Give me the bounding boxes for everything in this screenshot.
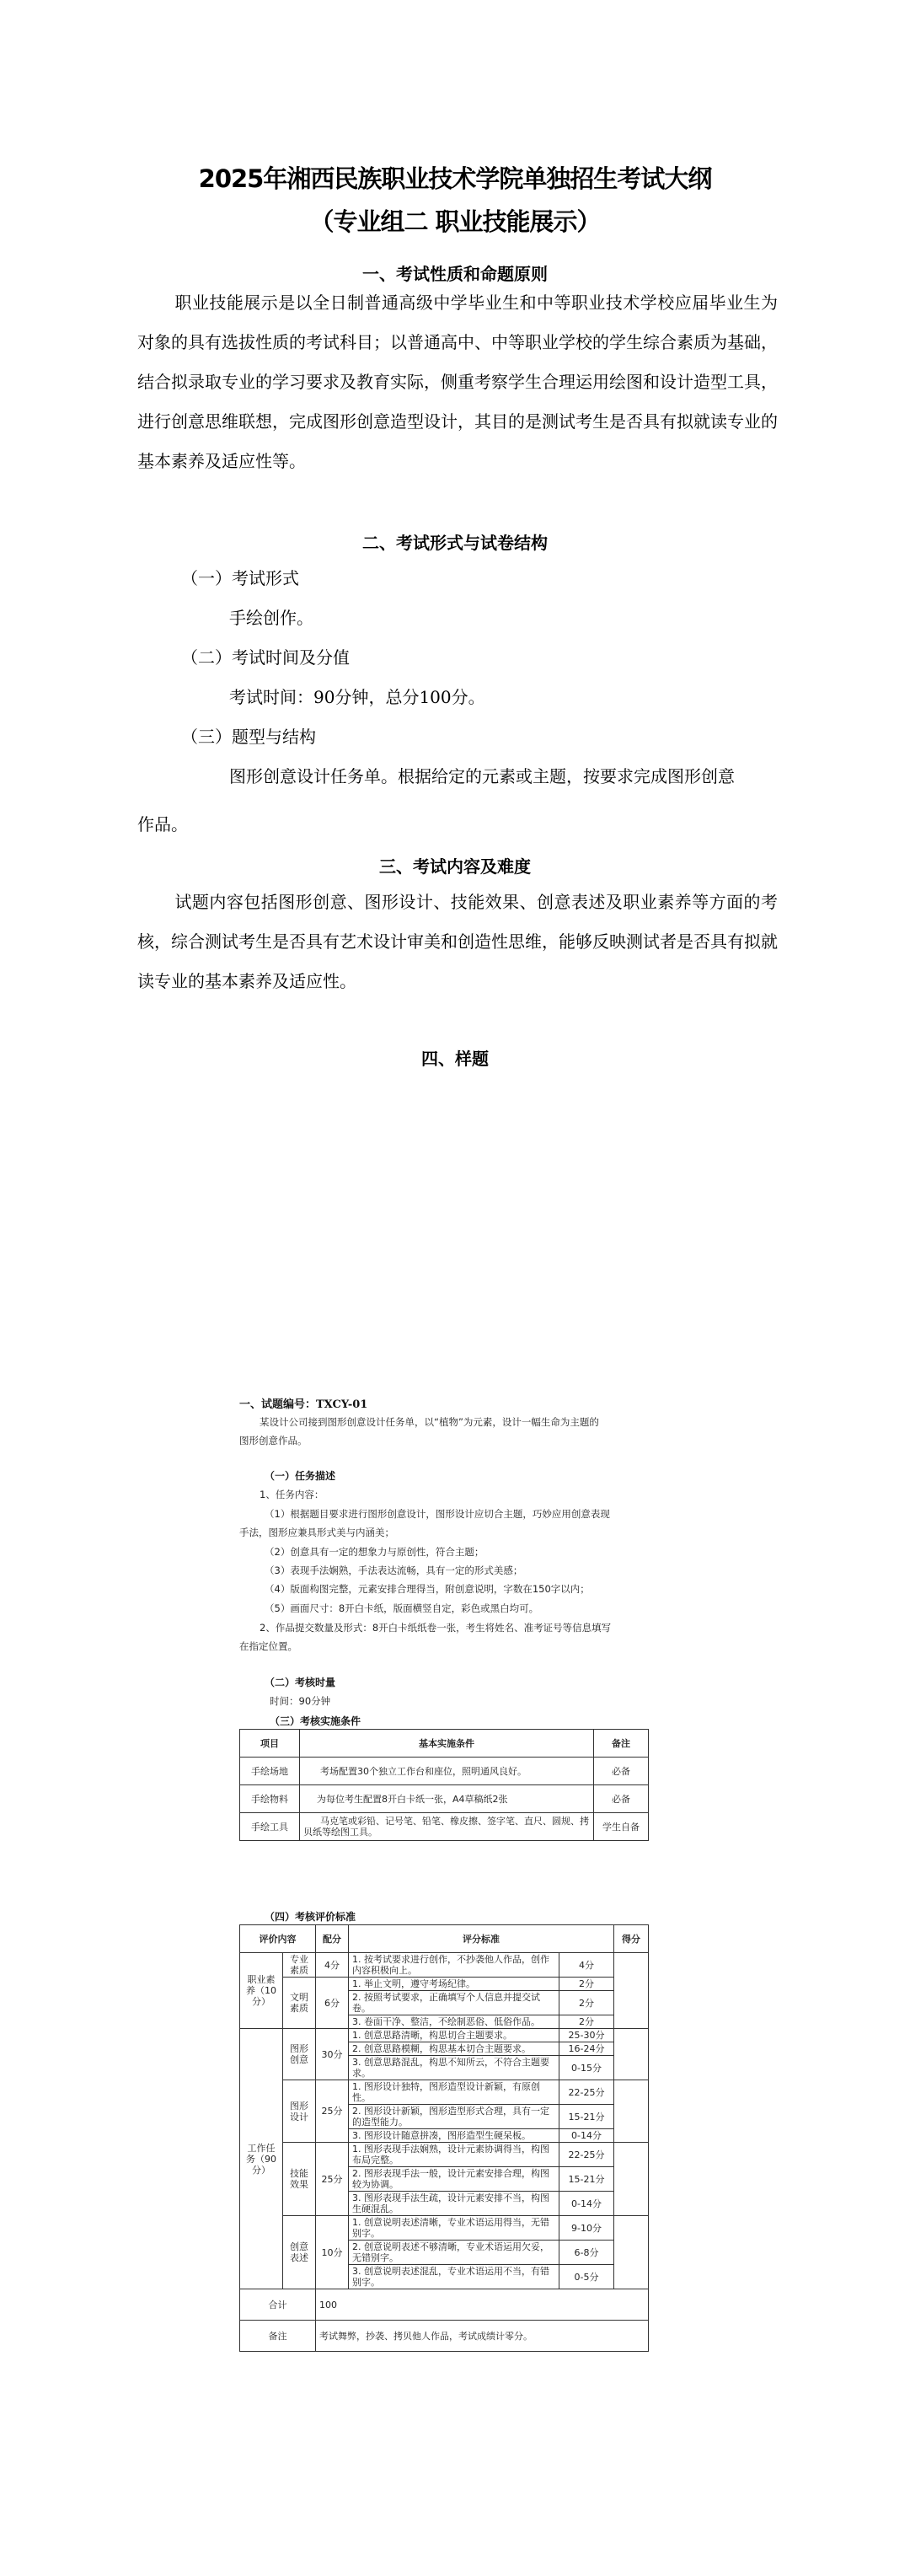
question-intro-1: 某设计公司接到图形创意设计任务单，以“植物”为元素，设计一幅生命为主题的	[260, 1416, 599, 1428]
table-row	[240, 2216, 649, 2241]
table-cell: 必备	[594, 1785, 649, 1813]
table-cell: 考场配置30个独立工作台和座位，照明通风良好。	[300, 1758, 594, 1785]
task-point: （2）创意具有一定的想象力与原创性，符合主题；	[265, 1546, 484, 1558]
section-heading-4: 四、样题	[421, 1049, 489, 1069]
section-heading-2: 二、考试形式与试卷结构	[362, 533, 548, 553]
obtained-score-cell	[614, 2216, 649, 2289]
score-cell: 22-25分	[559, 2080, 614, 2105]
criteria-cell: 3. 创意说明表述混乱，专业术语运用不当，有错别字。	[349, 2265, 559, 2289]
table-cell: 马克笔或彩铅、记号笔、铅笔、橡皮擦、签字笔、直尺、圆规、拷贝纸等绘图工具。	[300, 1813, 594, 1841]
score-cell: 6-8分	[559, 2241, 614, 2265]
question-number: 一、试题编号：TXCY-01	[239, 1398, 368, 1411]
table-row	[240, 2029, 649, 2042]
time-heading: （二）考核时量	[265, 1677, 336, 1688]
score-cell: 9-10分	[559, 2216, 614, 2241]
note-value: 考试舞弊，抄袭、拷贝他人作品，考试成绩计零分。	[316, 2321, 649, 2352]
criteria-cell: 1. 创意思路清晰，构思切合主题要求。	[349, 2029, 559, 2042]
score-cell: 0-5分	[559, 2265, 614, 2289]
task-point: （1）根据题目要求进行图形创意设计，图形设计应切合主题，巧妙应用创意表现	[265, 1508, 610, 1520]
table-header-row	[240, 1925, 649, 1953]
obtained-score-cell	[614, 1953, 649, 2029]
score-cell: 15-21分	[559, 2167, 614, 2192]
column-header: 评价内容	[240, 1925, 316, 1953]
column-header: 配分	[316, 1925, 349, 1953]
criteria-cell: 1. 按考试要求进行创作，不抄袭他人作品，创作内容积极向上。	[349, 1953, 559, 1978]
table-row	[240, 1813, 649, 1841]
subsection-body-1: 手绘创作。	[229, 608, 313, 628]
table-row	[240, 2080, 649, 2105]
subsection-title-1: （一）考试形式	[181, 568, 299, 588]
item-name-cell: 技能效果	[283, 2143, 316, 2216]
task-point: （5）画面尺寸：8开白卡纸，版面横竖自定，彩色或黑白均可。	[265, 1602, 539, 1614]
category-cell: 职业素养（10分）	[240, 1953, 283, 2029]
item-name-cell: 图形设计	[283, 2080, 316, 2143]
criteria-cell: 1. 创意说明表述清晰，专业术语运用得当，无错别字。	[349, 2216, 559, 2241]
table-row	[240, 1978, 649, 1991]
evaluation-heading: （四）考核评价标准	[265, 1911, 356, 1923]
table-row	[240, 1953, 649, 1978]
points-cell: 25分	[316, 2143, 349, 2216]
score-cell: 4分	[559, 1953, 614, 1978]
score-cell: 25-30分	[559, 2029, 614, 2042]
task-item-1-title: 1、任务内容：	[260, 1489, 324, 1500]
table-cell: 手绘场地	[240, 1758, 300, 1785]
item-name-cell: 创意表述	[283, 2216, 316, 2289]
document-title: 2025年湘西民族职业技术学院单独招生考试大纲	[198, 164, 712, 193]
section-1-paragraph: 职业技能展示是以全日制普通高级中学毕业生和中等职业技术学校应届毕业生为对象的具有选拔性质的考试科目；以普通高中、中等职业学校的学生综合素质为基础，结合拟录取专业的学习要求及教育实际，侧重考察学生合理运用绘图和设计造型工具，进行创意思维联想，完成图形创意造型设计，其目的是测试考生是否具有拟就读专业的基本素养及适应性等。	[137, 292, 778, 471]
subsection-body-3: 图形创意设计任务单。根据给定的元素或主题，按要求完成图形创意	[229, 766, 735, 786]
criteria-cell: 2. 创意说明表述不够清晰，专业术语运用欠妥，无错别字。	[349, 2241, 559, 2265]
item-name-cell: 图形创意	[283, 2029, 316, 2080]
points-cell: 4分	[316, 1953, 349, 1978]
score-cell: 0-14分	[559, 2192, 614, 2216]
score-cell: 2分	[559, 1991, 614, 2015]
score-cell: 16-24分	[559, 2042, 614, 2056]
table-cell: 手绘工具	[240, 1813, 300, 1841]
table-cell: 为每位考生配置8开白卡纸一张，A4草稿纸2张	[300, 1785, 594, 1813]
criteria-cell: 3. 卷面干净、整洁，不绘制恶俗、低俗作品。	[349, 2015, 559, 2029]
subsection-title-3: （三）题型与结构	[181, 727, 316, 747]
column-header: 得分	[614, 1925, 649, 1953]
section-3-paragraph: 试题内容包括图形创意、图形设计、技能效果、创意表述及职业素养等方面的考核，综合测试考生是否具有艺术设计审美和创造性思维，能够反映测试者是否具有拟就读专业的基本素养及适应性。	[137, 892, 778, 991]
criteria-cell: 3. 图形表现手法生疏，设计元素安排不当，构图生硬混乱。	[349, 2192, 559, 2216]
task-item-2-cont: 在指定位置。	[239, 1640, 297, 1652]
score-cell: 15-21分	[559, 2105, 614, 2129]
table-cell: 学生自备	[594, 1813, 649, 1841]
time-body: 时间：90分钟	[270, 1695, 331, 1707]
obtained-score-cell	[614, 2029, 649, 2080]
note-row	[240, 2321, 649, 2352]
subsection-body-2: 考试时间：90分钟，总分100分。	[229, 687, 485, 707]
score-cell: 2分	[559, 2015, 614, 2029]
evaluation-table	[239, 1924, 649, 2352]
column-header: 项目	[240, 1730, 300, 1758]
column-header: 评分标准	[349, 1925, 614, 1953]
table-row	[240, 1758, 649, 1785]
criteria-cell: 3. 图形设计随意拼凑，图形造型生硬呆板。	[349, 2129, 559, 2143]
section-heading-1: 一、考试性质和命题原则	[362, 264, 548, 284]
task-heading: （一）任务描述	[265, 1470, 336, 1482]
criteria-cell: 2. 按照考试要求，正确填写个人信息并提交试卷。	[349, 1991, 559, 2015]
subsection-title-2: （二）考试时间及分值	[181, 647, 350, 668]
task-point: 手法，图形应兼具形式美与内涵美；	[239, 1527, 394, 1538]
document-subtitle: （专业组二 职业技能展示）	[309, 207, 601, 236]
criteria-cell: 1. 举止文明，遵守考场纪律。	[349, 1978, 559, 1991]
obtained-score-cell	[614, 2143, 649, 2216]
subsection-body-3-cont: 作品。	[137, 814, 188, 835]
item-name-cell: 文明素质	[283, 1978, 316, 2029]
table-cell: 必备	[594, 1758, 649, 1785]
criteria-cell: 2. 图形设计新颖，图形造型形式合理，具有一定的造型能力。	[349, 2105, 559, 2129]
points-cell: 25分	[316, 2080, 349, 2143]
category-cell: 工作任务（90分）	[240, 2029, 283, 2289]
criteria-cell: 1. 图形表现手法娴熟，设计元素协调得当，构图布局完整。	[349, 2143, 559, 2167]
table-row	[240, 1785, 649, 1813]
task-point: （4）版面构图完整，元素安排合理得当，附创意说明，字数在150字以内；	[265, 1583, 590, 1595]
obtained-score-cell	[614, 2080, 649, 2143]
task-point: （3）表现手法娴熟，手法表达流畅，具有一定的形式美感；	[265, 1564, 523, 1576]
score-cell: 22-25分	[559, 2143, 614, 2167]
conditions-heading: （三）考核实施条件	[270, 1715, 361, 1727]
criteria-cell: 1. 图形设计独特，图形造型设计新颖，有原创性。	[349, 2080, 559, 2105]
points-cell: 10分	[316, 2216, 349, 2289]
criteria-cell: 2. 图形表现手法一般，设计元素安排合理，构图较为协调。	[349, 2167, 559, 2192]
score-cell: 0-14分	[559, 2129, 614, 2143]
total-label: 合计	[240, 2289, 316, 2321]
criteria-cell: 2. 创意思路模糊，构思基本切合主题要求。	[349, 2042, 559, 2056]
points-cell: 6分	[316, 1978, 349, 2029]
section-heading-3: 三、考试内容及难度	[379, 856, 531, 877]
score-cell: 0-15分	[559, 2056, 614, 2080]
conditions-table	[239, 1729, 649, 1841]
criteria-cell: 3. 创意思路混乱，构思不知所云，不符合主题要求。	[349, 2056, 559, 2080]
total-row	[240, 2289, 649, 2321]
table-row	[240, 2143, 649, 2167]
column-header: 基本实施条件	[300, 1730, 594, 1758]
table-header-row	[240, 1730, 649, 1758]
table-cell: 手绘物料	[240, 1785, 300, 1813]
question-intro-2: 图形创意作品。	[239, 1435, 308, 1446]
item-name-cell: 专业素质	[283, 1953, 316, 1978]
score-cell: 2分	[559, 1978, 614, 1991]
task-item-2: 2、作品提交数量及形式：8开白卡纸纸卷一张，考生将姓名、准考证号等信息填写	[260, 1622, 612, 1634]
total-value: 100	[316, 2289, 649, 2321]
column-header: 备注	[594, 1730, 649, 1758]
note-label: 备注	[240, 2321, 316, 2352]
points-cell: 30分	[316, 2029, 349, 2080]
